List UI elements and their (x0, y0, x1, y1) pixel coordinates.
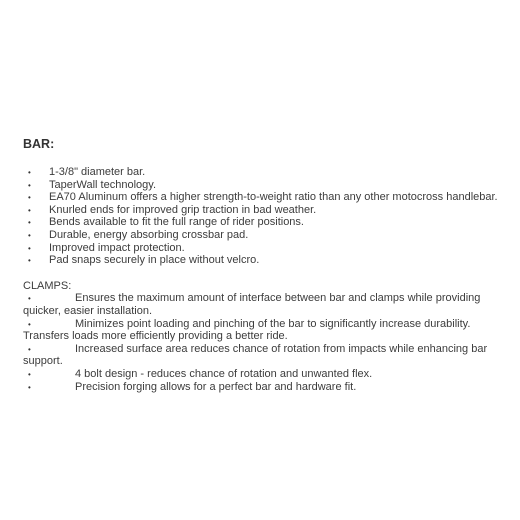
bullet-icon: • (28, 369, 31, 379)
clamps-feature-item (23, 381, 503, 394)
clamps-feature-text: Ensures the maximum amount of interface between bar and clamps while providing quicker, easier installation. (23, 292, 481, 317)
clamps-feature-item (23, 292, 503, 317)
clamps-feature-text: Increased surface area reduces chance of rotation from impacts while enhancing bar support. (23, 342, 488, 368)
bar-feature-item: • Improved impact protection. (23, 242, 503, 255)
bullet-icon: • (28, 294, 31, 304)
clamps-feature-text: Precision forging allows for a perfect bar and hardware fit. (75, 380, 357, 393)
clamps-feature-item (23, 318, 503, 343)
bullet-icon: • (28, 319, 31, 329)
clamps-feature-text: Minimizes point loading and pinching of the bar to significantly increase durability. Transfers loads more efficiently providing a better ride. (23, 317, 471, 343)
clamps-feature-item (23, 368, 503, 381)
bar-feature-item: • Bends available to fit the full range of rider positions. (23, 216, 503, 229)
bullet-icon: • (28, 344, 31, 354)
bar-feature-list (23, 166, 503, 267)
product-description (23, 136, 503, 393)
bullet-icon: • (28, 382, 31, 392)
bar-feature-item: • EA70 Aluminum offers a higher strength-to-weight ratio than any other motocross handlebar. (23, 191, 503, 204)
clamps-feature-list (23, 292, 503, 393)
bar-feature-item: • Knurled ends for improved grip traction in bad weather. (23, 204, 503, 217)
bar-section-heading: BAR: (23, 137, 55, 151)
clamps-section-heading: CLAMPS: (23, 279, 72, 292)
clamps-feature-item (23, 343, 503, 368)
bar-feature-item: • Pad snaps securely in place without velcro. (23, 254, 503, 267)
clamps-feature-text: 4 bolt design - reduces chance of rotation and unwanted flex. (75, 367, 373, 380)
bar-feature-item: • TaperWall technology. (23, 179, 503, 192)
bar-feature-item: • 1-3/8" diameter bar. (23, 166, 503, 179)
bar-feature-item: • Durable, energy absorbing crossbar pad. (23, 229, 503, 242)
